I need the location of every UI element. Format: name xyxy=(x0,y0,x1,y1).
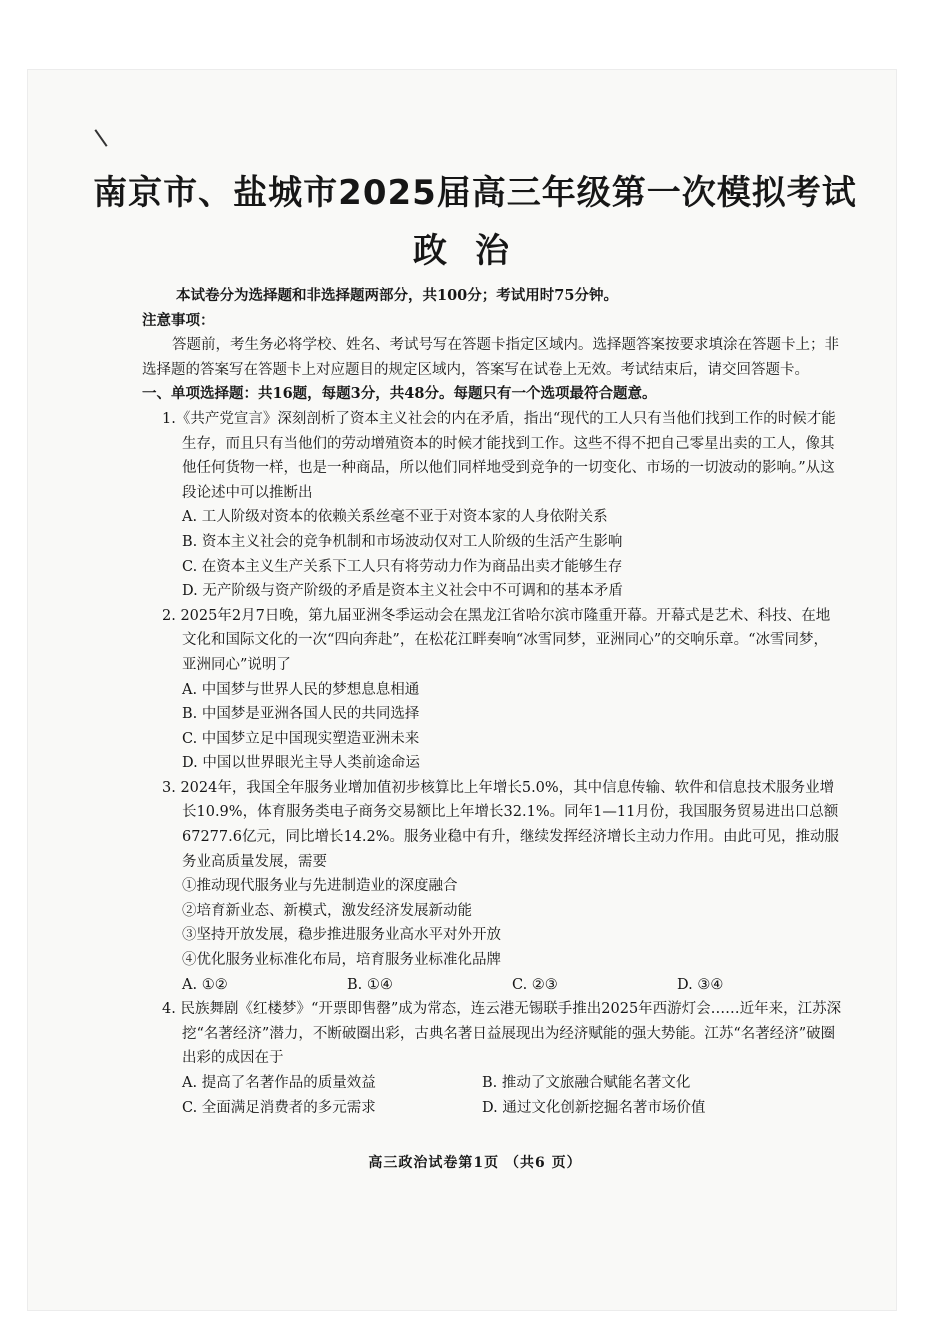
question-1-option-d: D. 无产阶级与资产阶级的矛盾是资本主义社会中不可调和的基本矛盾 xyxy=(182,583,623,600)
question-4-option-a: A. 提高了名著作品的质量效益 xyxy=(182,1075,376,1091)
exam-content xyxy=(142,284,842,1120)
question-2-option-a: A. 中国梦与世界人民的梦想息息相通 xyxy=(182,681,420,698)
question-2-option-d: D. 中国以世界眼光主导人类前途命运 xyxy=(182,755,420,772)
notes-heading: 注意事项： xyxy=(142,311,215,329)
question-3-item-4: ④优化服务业标准化布局，培育服务业标准化品牌 xyxy=(182,952,501,969)
question-3-option-c: C. ②③ xyxy=(512,976,558,993)
question-4-option-d: D. 通过文化创新挖掘名著市场价值 xyxy=(482,1099,706,1116)
question-4-option-b: B. 推动了文旅融合赋能名著文化 xyxy=(482,1075,691,1091)
exam-title: 南京市、盐城市2025届高三年级第一次模拟考试 xyxy=(93,173,857,213)
question-3-stem: 3. 2024年，我国全年服务业增加值初步核算比上年增长5.0%，其中信息传输、软件和信息技术服务业增长10.9%，体育服务类电子商务交易额比上年增长32.1%。同年1—11月份，我国服务贸易进出口总额67277.6亿元，同比增长14.2%。服务业稳中有升，继续发挥经济增长主动力作用。由此可见，推动服务业高质量发展，需要 xyxy=(162,779,840,870)
question-4-options-row-2 xyxy=(142,1096,842,1121)
exam-subject: 政治 xyxy=(413,231,537,271)
question-3-option-b: B. ①④ xyxy=(347,976,393,993)
question-3-item-1: ①推动现代服务业与先进制造业的深度融合 xyxy=(182,878,458,895)
question-2-option-c: C. 中国梦立足中国现实塑造亚洲未来 xyxy=(182,730,420,747)
question-1-stem: 1.《共产党宣言》深刻剖析了资本主义社会的内在矛盾，指出“现代的工人只有当他们找到工作的时候才能生存，而且只有当他们的劳动增殖资本的时候才能找到工作。这些不得不把自己零星出卖的工人，像其他任何货物一样，也是一种商品，所以他们同样地受到竞争的一切变化、市场的一切波动的影响。”从这段论述中可以推断出 xyxy=(162,410,836,501)
question-4-option-c: C. 全面满足消费者的多元需求 xyxy=(182,1099,376,1116)
question-1-option-b: B. 资本主义社会的竞争机制和市场波动仅对工人阶级的生活产生影响 xyxy=(182,533,623,550)
question-2-option-b: B. 中国梦是亚洲各国人民的共同选择 xyxy=(182,706,420,723)
question-4-options-row-1 xyxy=(142,1071,842,1096)
notes-body: 答题前，考生务必将学校、姓名、考试号写在答题卡指定区域内。选择题答案按要求填涂在答题卡上；非选择题的答案写在答题卡上对应题目的规定区域内，答案写在试卷上无效。考试结束后，请交回答题卡。 xyxy=(142,337,839,378)
exam-intro: 本试卷分为选择题和非选择题两部分，共100分；考试用时75分钟。 xyxy=(176,287,618,304)
question-3-item-2: ②培育新业态、新模式，激发经济发展新动能 xyxy=(182,902,472,919)
question-1-option-a: A. 工人阶级对资本的依赖关系丝毫不亚于对资本家的人身依附关系 xyxy=(182,509,608,526)
question-3-option-a: A. ①② xyxy=(182,976,228,993)
question-1-option-c: C. 在资本主义生产关系下工人只有将劳动力作为商品出卖才能够生存 xyxy=(182,558,623,575)
section-heading: 一、单项选择题：共16题，每题3分，共48分。每题只有一个选项最符合题意。 xyxy=(142,385,657,403)
page-footer: 高三政治试卷第1页 （共6 页） xyxy=(368,1155,582,1171)
question-3-option-d: D. ③④ xyxy=(677,976,724,993)
question-4-stem: 4. 民族舞剧《红楼梦》“开票即售罄”成为常态，连云港无锡联手推出2025年西游灯会……近年来，江苏深挖“名著经济”潜力，不断破圈出彩，古典名著日益展现出为经济赋能的强大势能。江苏“名著经济”破圈出彩的成因在于 xyxy=(162,1001,842,1067)
question-3-options xyxy=(142,973,842,998)
question-3-item-3: ③坚持开放发展，稳步推进服务业高水平对外开放 xyxy=(182,927,501,944)
question-2-stem: 2. 2025年2月7日晚，第九届亚洲冬季运动会在黑龙江省哈尔滨市隆重开幕。开幕式是艺术、科技、在地文化和国际文化的一次“四向奔赴”，在松花江畔奏响“冰雪同梦，亚洲同心”的交响乐章。“冰雪同梦，亚洲同心”说明了 xyxy=(162,607,831,673)
